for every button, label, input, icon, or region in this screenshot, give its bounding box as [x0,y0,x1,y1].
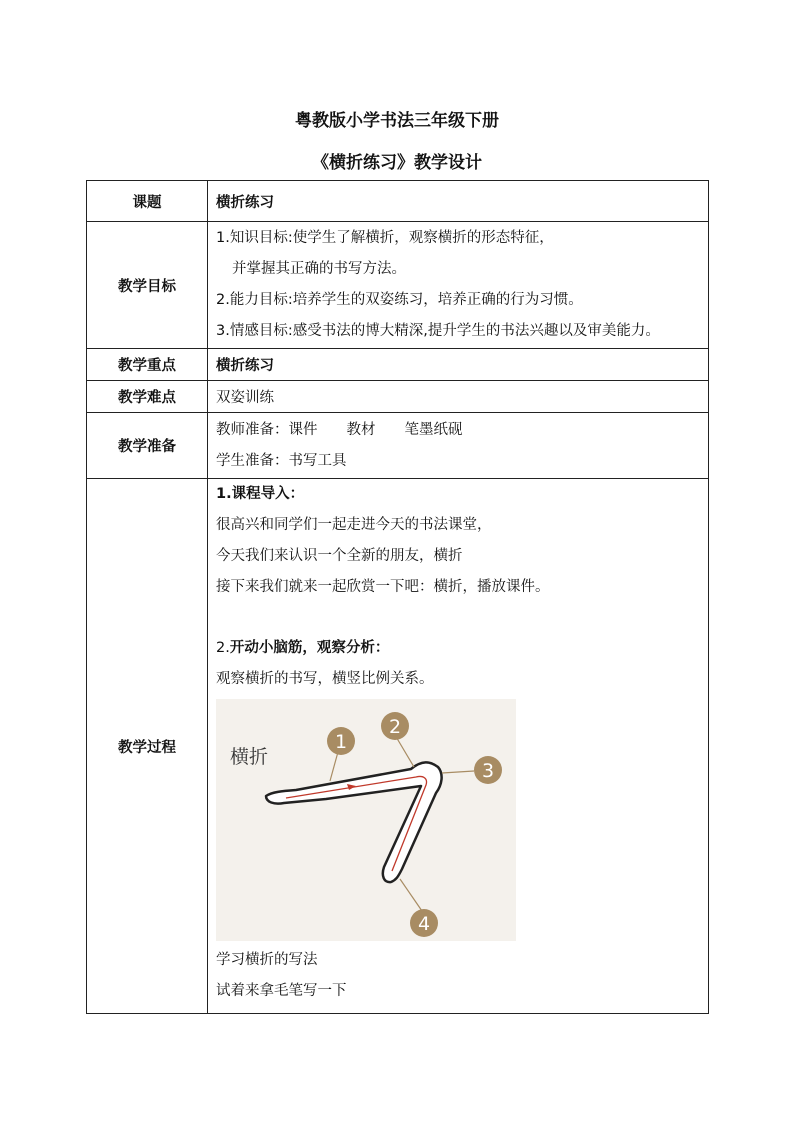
label-objectives: 教学目标 [87,222,208,349]
process-line: 今天我们来认识一个全新的朋友，横折 [216,548,463,564]
stroke-outline [266,762,442,882]
objective-line: 1.知识目标:使学生了解横折，观察横折的形态特征， [216,230,554,246]
row-preparation [87,413,709,479]
svg-text:2: 2 [388,716,402,738]
objective-line: 2.能力目标:培养学生的双姿练习，培养正确的行为习惯。 [216,292,583,308]
label-key-point: 教学重点 [87,349,208,381]
label-topic: 课题 [87,181,208,222]
hengzhe-stroke-figure [216,699,516,941]
leader-line [442,771,474,773]
stroke-diagram [216,699,516,941]
objective-line: 并掌握其正确的书写方法。 [232,261,406,277]
value-topic: 横折练习 [208,181,709,222]
process-line: 接下来我们就来一起欣赏一下吧：横折，播放课件。 [216,579,550,595]
section2-heading [216,633,704,664]
value-key-point: 横折练习 [208,349,709,381]
row-topic [87,181,709,222]
section2-number: 2. [216,640,230,656]
value-difficulty: 双姿训练 [208,381,709,413]
marker-2 [381,712,409,740]
teacher-preparation: 教师准备：课件 教材 笔墨纸砚 [216,421,463,438]
spacer [216,603,704,633]
process-line: 试着来拿毛笔写一下 [216,983,347,999]
label-preparation: 教学准备 [87,413,208,479]
document-subtitle: 《横折练习》教学设计 [312,153,482,173]
row-process [87,479,709,1014]
lesson-plan-table [86,180,709,1014]
leader-line [395,735,414,767]
value-process [208,479,709,1014]
value-preparation [208,413,709,479]
marker-1 [327,727,355,755]
label-process: 教学过程 [87,479,208,1014]
leader-line [400,879,422,911]
marker-3 [474,756,502,784]
row-key-point [87,349,709,381]
document-title: 粤教版小学书法三年级下册 [295,111,499,131]
student-preparation: 学生准备：书写工具 [216,452,347,469]
process-line: 学习横折的写法 [216,952,318,968]
svg-text:3: 3 [481,760,495,782]
figure-caption: 横折 [230,746,269,768]
marker-4 [410,909,438,937]
section2-title: 开动小脑筋，观察分析： [229,640,390,656]
value-objectives [208,222,709,349]
row-objectives [87,222,709,349]
label-difficulty: 教学难点 [87,381,208,413]
objective-line: 3.情感目标:感受书法的博大精深,提升学生的书法兴趣以及审美能力。 [216,323,660,339]
process-line: 很高兴和同学们一起走进今天的书法课堂， [216,517,492,533]
section1-heading: 1.课程导入： [216,486,305,502]
row-difficulty [87,381,709,413]
svg-text:1: 1 [334,731,348,753]
process-line: 观察横折的书写，横竖比例关系。 [216,671,434,687]
svg-text:4: 4 [417,913,431,935]
